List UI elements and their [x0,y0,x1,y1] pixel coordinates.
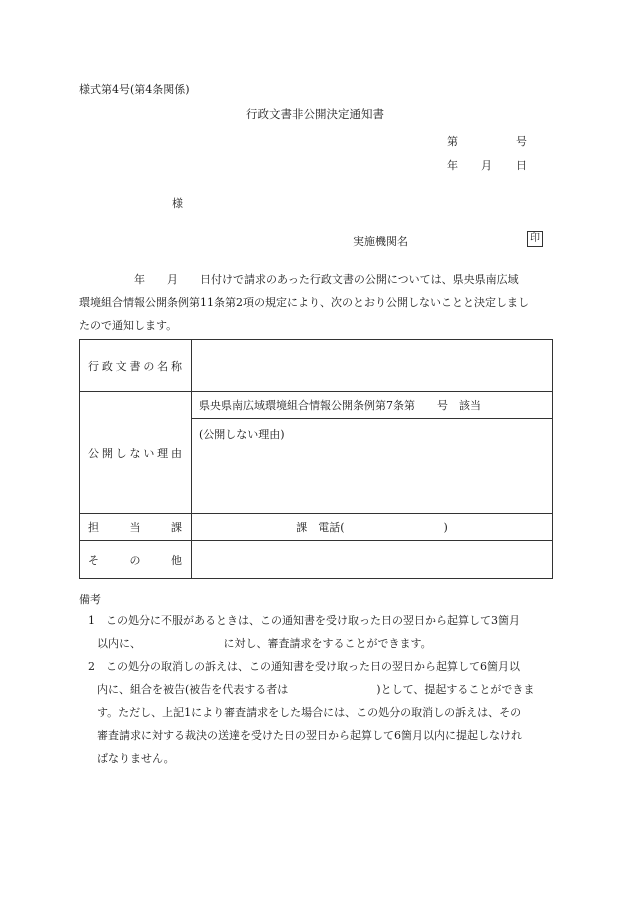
other-value [192,541,553,579]
reason-caption: (公開しない理由) [199,428,285,441]
date-month-label: 月 [481,159,492,172]
other-label: そ の 他 [80,541,192,579]
remark-item-2: 2 この処分の取消しの訴えは、この通知書を受け取った日の翌日から起算して6箇月以 内に、組合を被告(被告を代表する者は )として、提起することができま す。ただし、上記1により審査請求をした場合には、この処分の取消しの訴えは、その 審査請求に対する裁決の送達を受けた日の翌日から起算して6箇月以内に提起しなけれ ばなりません。 [88,660,535,765]
date-day-label: 日 [516,159,527,172]
remark-item-1: 1 この処分に不服があるときは、この通知書を受け取った日の翌日から起算して3箇月 以内に、 に対し、審査請求をすることができます。 [88,614,520,650]
staff-section-value: 課 電話( ) [192,514,553,541]
ordinance-reference: 県央県南広域環境組合情報公開条例第7条第 号 該当 [192,392,553,419]
reason-label: 公 開 し な い 理 由 [80,392,192,514]
doc-name-value [192,340,553,392]
notice-line-2: 環境組合情報公開条例第11条第2項の規定により、次のとおり公開しないことと決定しまし [79,296,529,309]
seal-stamp: 印 [527,231,543,247]
agency-label: 実施機関名 [353,235,408,248]
doc-name-label: 行 政 文 書 の 名 称 [80,340,192,392]
staff-section-label: 担 当 課 [80,514,192,541]
date-year-label: 年 [447,159,458,172]
remarks-heading: 備考 [79,593,101,606]
notice-line-1: 年 月 日付けで請求のあった行政文書の公開については、県央県南広域 [79,273,519,286]
notice-line-3: たので通知します。 [79,319,178,332]
document-title: 行政文書非公開決定通知書 [246,107,384,121]
number-prefix: 第 [447,135,458,148]
addressee-suffix: 様 [172,197,183,210]
number-suffix: 号 [516,135,527,148]
form-number: 様式第4号(第4条関係) [79,83,190,96]
reason-value [192,419,553,514]
decision-table [79,339,553,579]
notice-body [79,268,553,337]
